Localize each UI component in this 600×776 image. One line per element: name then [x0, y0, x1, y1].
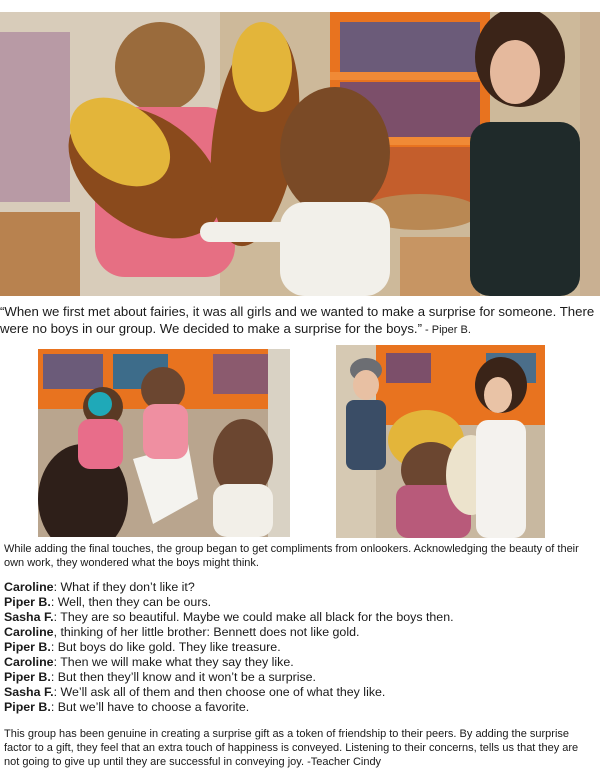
dialogue-text: : What if they don’t like it? — [53, 580, 195, 594]
dialogue-line — [4, 685, 596, 700]
closing-paragraph: This group has been genuine in creating a surprise gift as a token of friendship to their peers. By adding the surprise factor to a gift, they feel that an extra touch of happiness is conveyed. Listening to their concerns, tells us that they are not going to give up until they are successful in conveying joy. -Teacher Cindy — [4, 728, 579, 768]
speaker-name: Piper B. — [4, 595, 51, 609]
speaker-name: Caroline — [4, 655, 54, 669]
dialogue-line — [4, 610, 596, 625]
dialogue-line — [4, 670, 596, 685]
speaker-name: Piper B. — [4, 670, 51, 684]
dialogue-text: : But then they’ll know and it won’t be a surprise. — [50, 670, 316, 684]
intro-paragraph: While adding the final touches, the group began to get compliments from onlookers. Acknowledging the beauty of their own work, they wondered what the boys might think. — [4, 543, 579, 569]
dialogue-text: : Well, then they can be ours. — [50, 595, 212, 609]
speaker-name: Sasha F. — [4, 685, 54, 699]
dialogue-text: : We’ll ask all of them and then choose one of what they like. — [53, 685, 386, 699]
dialogue-line — [4, 625, 596, 640]
photo-children-with-crown — [336, 345, 545, 538]
dialogue-line — [4, 640, 596, 655]
dialogue-text: , thinking of her little brother: Bennett does not like gold. — [53, 625, 360, 639]
speaker-name: Piper B. — [4, 640, 51, 654]
dialogue-text: : But boys do like gold. They like treasure. — [50, 640, 281, 654]
speaker-name: Caroline — [4, 580, 54, 594]
dialogue-line — [4, 700, 596, 715]
speaker-name: Caroline — [4, 625, 54, 639]
speaker-name: Piper B. — [4, 700, 51, 714]
photo-children-crafting-floor — [38, 349, 290, 537]
dialogue-text: : They are so beautiful. Maybe we could make all black for the boys then. — [53, 610, 454, 624]
dialogue-line — [4, 580, 596, 595]
dialogue-line — [4, 595, 596, 610]
quote-piper — [0, 303, 600, 339]
quote-attribution: - Piper B. — [421, 324, 471, 336]
dialogue-list — [4, 580, 596, 715]
dialogue-line — [4, 655, 596, 670]
dialogue-text: : But we’ll have to choose a favorite. — [50, 700, 250, 714]
speaker-name: Sasha F. — [4, 610, 54, 624]
photo-children-fairy-wings — [0, 12, 600, 296]
quote-text: “When we first met about fairies, it was all girls and we wanted to make a surprise for someone. There were no boys in our group. We decided to make a surprise for the boys.” — [0, 304, 595, 336]
dialogue-text: : Then we will make what they say they like. — [53, 655, 294, 669]
